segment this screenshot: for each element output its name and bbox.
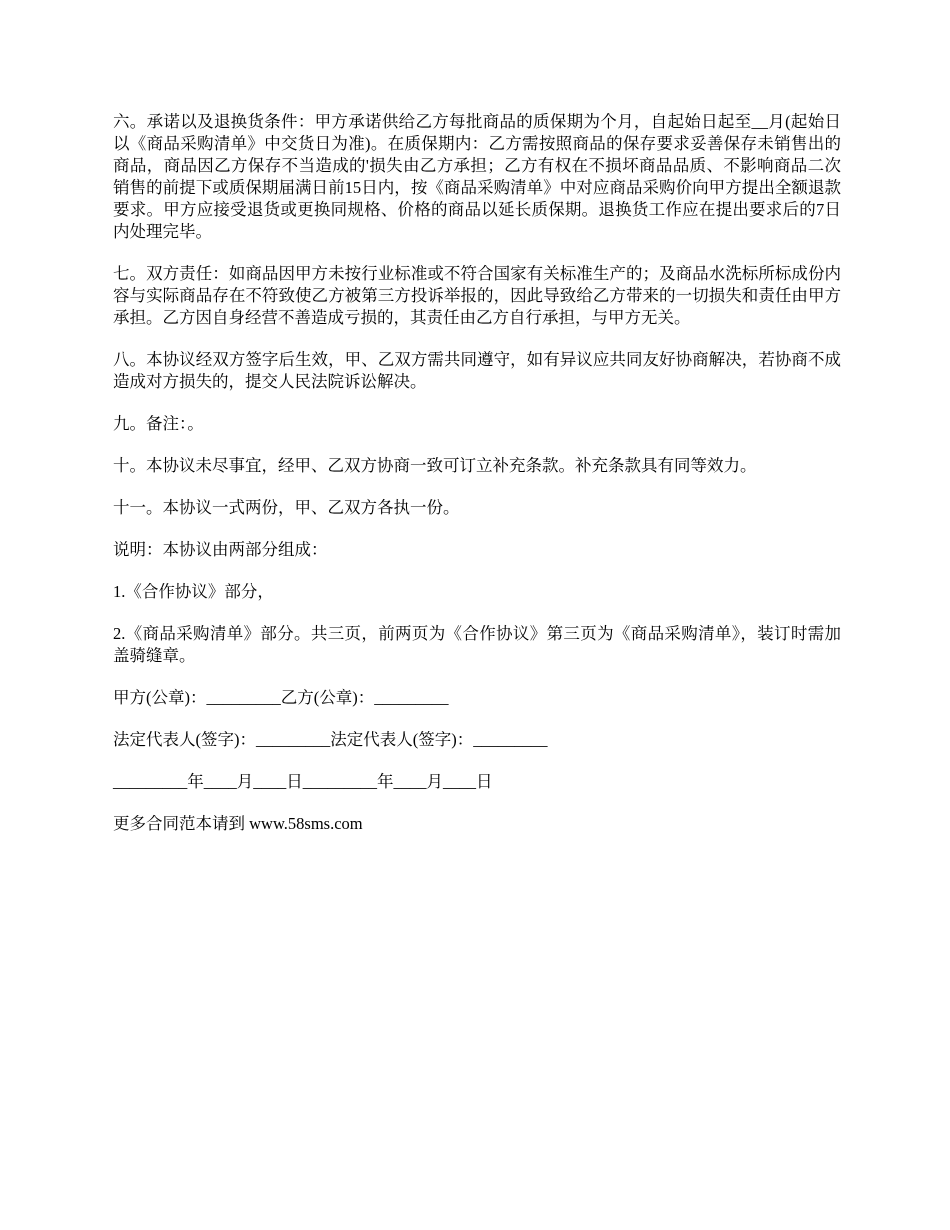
clause-7-responsibilities: 七。双方责任：如商品因甲方未按行业标准或不符合国家有关标准生产的；及商品水洗标所标成份内容与实际商品存在不符致使乙方被第三方投诉举报的，因此导致给乙方带来的一切损失和责任由甲方承担。乙方因自身经营不善造成亏损的，其责任由乙方自行承担，与甲方无关。	[113, 264, 841, 327]
clause-6-return-exchange: 六。承诺以及退换货条件：甲方承诺供给乙方每批商品的质保期为个月，自起始日起至__月(起始日以《商品采购清单》中交货日为准)。在质保期内：乙方需按照商品的保存要求妥善保存未销售出的商品，商品因乙方保存不当造成的'损失由乙方承担；乙方有权在不损坏商品品质、不影响商品二次销售的前提下或质保期届满日前15日内，按《商品采购清单》中对应商品采购价向甲方提出全额退款要求。甲方应接受退货或更换同规格、价格的商品以延长质保期。退换货工作应在提出要求后的7日内处理完毕。	[113, 112, 841, 241]
document-body	[113, 111, 841, 855]
footer-more-templates: 更多合同范本请到 www.58sms.com	[113, 814, 363, 833]
signature-seal-line: 甲方(公章)：_________乙方(公章)：_________	[113, 688, 449, 707]
clause-8-effectiveness: 八。本协议经双方签字后生效，甲、乙双方需共同遵守，如有异议应共同友好协商解决，若协商不成造成对方损失的，提交人民法院诉讼解决。	[113, 350, 841, 391]
signature-date-line: _________年____月____日_________年____月____日	[113, 772, 493, 791]
clause-11-copies: 十一。本协议一式两份，甲、乙双方各执一份。	[113, 498, 460, 517]
note-heading: 说明：本协议由两部分组成：	[113, 540, 328, 559]
clause-9-remarks: 九。备注：。	[113, 414, 204, 433]
clause-10-supplementary: 十。本协议未尽事宜，经甲、乙双方协商一致可订立补充条款。补充条款具有同等效力。	[113, 456, 757, 475]
note-item-1: 1.《合作协议》部分，	[113, 582, 274, 601]
note-item-2: 2.《商品采购清单》部分。共三页，前两页为《合作协议》第三页为《商品采购清单》，装订时需加盖骑缝章。	[113, 624, 841, 665]
signature-representative-line: 法定代表人(签字)：_________法定代表人(签字)：_________	[113, 730, 548, 749]
